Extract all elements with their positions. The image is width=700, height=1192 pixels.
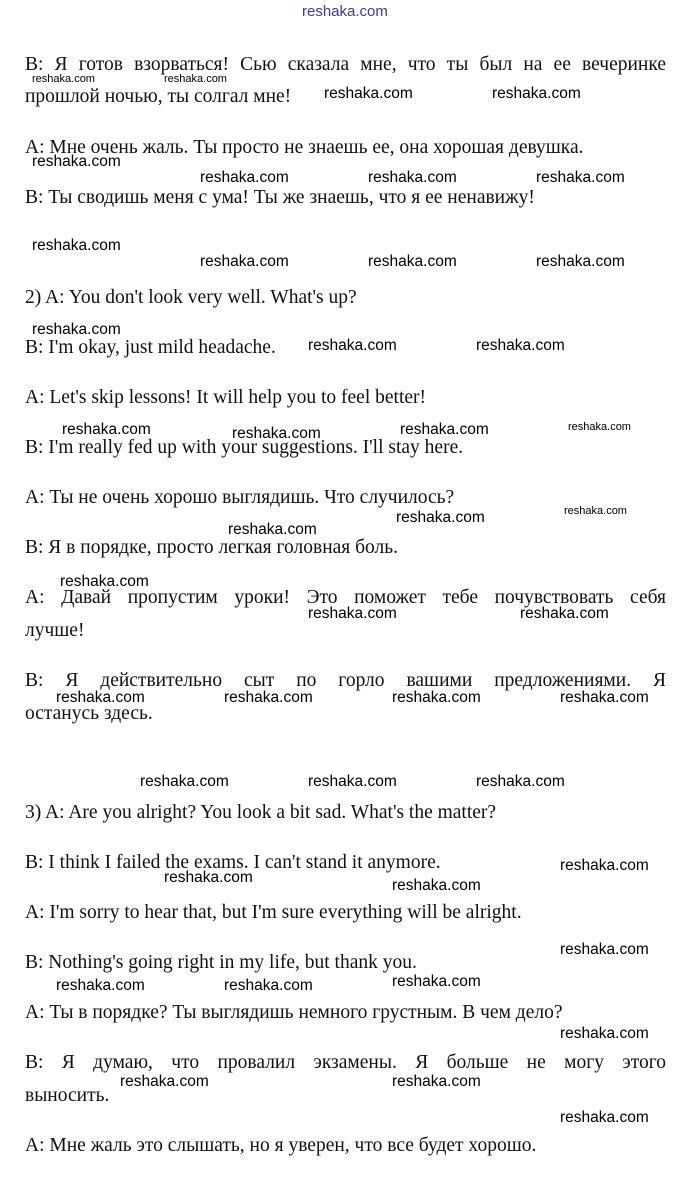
watermark: reshaka.com [308, 337, 397, 354]
watermark: reshaka.com [224, 689, 313, 706]
watermark: reshaka.com [224, 977, 313, 994]
dialogue-line: В: Я думаю, что провалил экзамены. Я больше не могу этого [25, 1052, 666, 1073]
watermark: reshaka.com [56, 977, 145, 994]
watermark: reshaka.com [560, 1025, 649, 1042]
watermark: reshaka.com [32, 153, 121, 170]
watermark: reshaka.com [164, 73, 227, 85]
watermark: reshaka.com [368, 253, 457, 270]
watermark: reshaka.com [536, 169, 625, 186]
dialogue-line: В: Я готов взорваться! Сью сказала мне, что ты был на ее вечеринке [25, 54, 666, 75]
watermark: reshaka.com [492, 85, 581, 102]
dialogue-line: В: Я в порядке, просто легкая головная боль. [25, 537, 399, 558]
watermark: reshaka.com [32, 321, 121, 338]
watermark: reshaka.com [560, 857, 649, 874]
watermark: reshaka.com [200, 169, 289, 186]
dialogue-line: B: I'm really fed up with your suggestions. I'll stay here. [25, 437, 464, 458]
dialogue-line: лучше! [25, 620, 85, 641]
watermark: reshaka.com [56, 689, 145, 706]
watermark: reshaka.com [140, 773, 229, 790]
watermark: reshaka.com [396, 509, 485, 526]
dialogue-line: останусь здесь. [25, 703, 153, 724]
dialogue-line: B: I think I failed the exams. I can't stand it anymore. [25, 852, 441, 873]
dialogue-line: А: Ты в порядке? Ты выглядишь немного грустным. В чем дело? [25, 1002, 563, 1023]
watermark: reshaka.com [476, 337, 565, 354]
watermark: reshaka.com [392, 877, 481, 894]
watermark: reshaka.com [228, 521, 317, 538]
watermark: reshaka.com [32, 73, 95, 85]
dialogue-line: В: Я действительно сыт по горло вашими предложениями. Я [25, 670, 666, 691]
watermark: reshaka.com [476, 773, 565, 790]
watermark: reshaka.com [560, 1109, 649, 1126]
dialogue-line: прошлой ночью, ты солгал мне! [25, 86, 292, 107]
watermark: reshaka.com [164, 869, 253, 886]
dialogue-line: А: Мне очень жаль. Ты просто не знаешь ее, она хорошая девушка. [25, 137, 584, 158]
watermark: reshaka.com [400, 421, 489, 438]
watermark: reshaka.com [564, 505, 627, 517]
watermark: reshaka.com [200, 253, 289, 270]
watermark: reshaka.com [392, 1073, 481, 1090]
watermark: reshaka.com [308, 773, 397, 790]
watermark: reshaka.com [560, 689, 649, 706]
watermark: reshaka.com [568, 421, 631, 433]
watermark: reshaka.com [392, 689, 481, 706]
watermark: reshaka.com [560, 941, 649, 958]
dialogue-line: 2) A: You don't look very well. What's up? [25, 287, 357, 308]
dialogue-line: выносить. [25, 1085, 110, 1106]
watermark: reshaka.com [62, 421, 151, 438]
watermark: reshaka.com [324, 85, 413, 102]
dialogue-line: А: Давай пропустим уроки! Это поможет тебе почувствовать себя [25, 587, 666, 608]
dialogue-line: 3) A: Are you alright? You look a bit sad. What's the matter? [25, 802, 497, 823]
dialogue-line: A: I'm sorry to hear that, but I'm sure everything will be alright. [25, 902, 522, 923]
watermark: reshaka.com [392, 973, 481, 990]
watermark: reshaka.com [302, 3, 388, 20]
watermark: reshaka.com [520, 605, 609, 622]
dialogue-line: B: I'm okay, just mild headache. [25, 337, 276, 358]
dialogue-line: В: Ты сводишь меня с ума! Ты же знаешь, что я ее ненавижу! [25, 187, 535, 208]
watermark: reshaka.com [232, 425, 321, 442]
watermark: reshaka.com [120, 1073, 209, 1090]
dialogue-line: А: Мне жаль это слышать, но я уверен, что все будет хорошо. [25, 1135, 537, 1156]
watermark: reshaka.com [536, 253, 625, 270]
dialogue-line: A: Let's skip lessons! It will help you to feel better! [25, 387, 427, 408]
dialogue-line: B: Nothing's going right in my life, but thank you. [25, 952, 417, 973]
watermark: reshaka.com [32, 237, 121, 254]
watermark: reshaka.com [368, 169, 457, 186]
watermark: reshaka.com [308, 605, 397, 622]
dialogue-line: А: Ты не очень хорошо выглядишь. Что случилось? [25, 487, 455, 508]
watermark: reshaka.com [60, 573, 149, 590]
